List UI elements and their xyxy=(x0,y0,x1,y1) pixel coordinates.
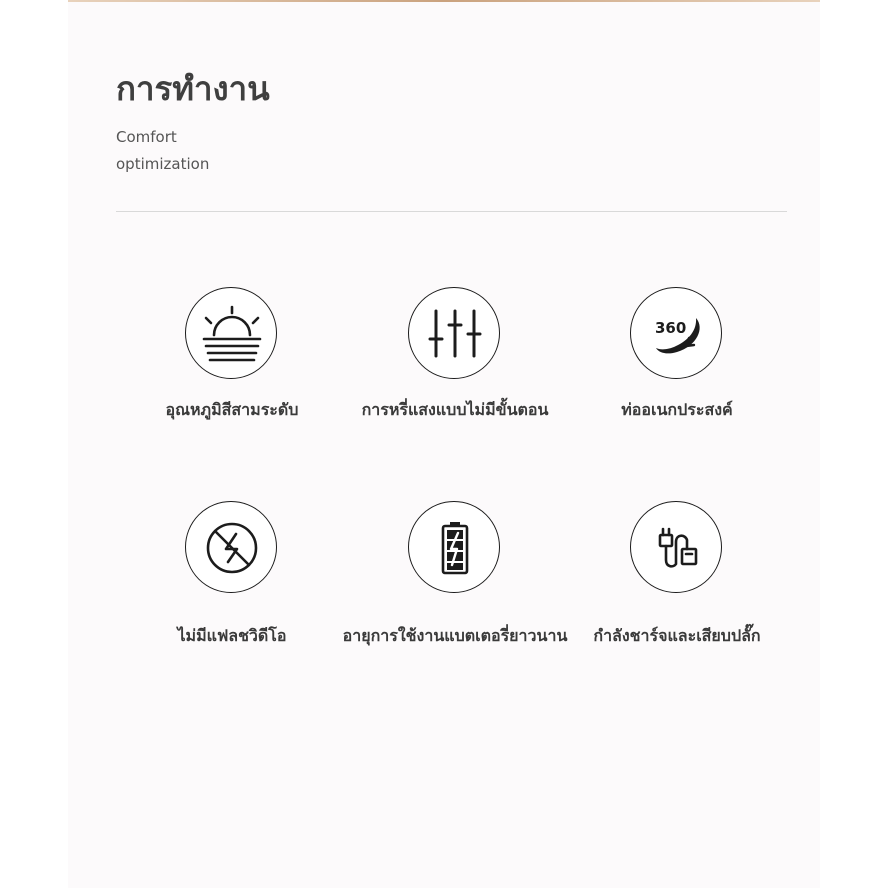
subtitle-line-2: optimization xyxy=(116,155,210,173)
top-accent-line xyxy=(68,0,820,2)
section-title: การทำงาน xyxy=(116,69,270,108)
feature-label: ท่ออเนกประสงค์ xyxy=(621,400,733,419)
feature-label: การหรี่แสงแบบไม่มีขั้นตอน xyxy=(361,400,549,419)
divider xyxy=(116,211,787,212)
feature-label: อุณหภูมิสีสามระดับ xyxy=(165,400,299,419)
section-subtitle xyxy=(116,124,209,178)
feature-charging xyxy=(557,501,797,681)
feature-color-temperature xyxy=(112,287,352,467)
no-flicker-icon xyxy=(185,501,277,593)
rotate-360-icon xyxy=(630,287,722,379)
battery-icon xyxy=(408,501,500,593)
feature-label: กำลังชาร์จและเสียบปลั๊ก xyxy=(593,626,761,645)
feature-label: อายุการใช้งานแบตเตอรี่ยาวนาน xyxy=(342,626,568,645)
feature-battery-life xyxy=(335,501,575,681)
sliders-icon xyxy=(408,287,500,379)
subtitle-line-1: Comfort xyxy=(116,128,177,146)
sunrise-icon xyxy=(185,287,277,379)
charging-plug-icon xyxy=(630,501,722,593)
feature-multipurpose-tube xyxy=(557,287,797,467)
feature-label: ไม่มีแฟลชวิดีโอ xyxy=(177,626,287,645)
feature-stepless-dimming xyxy=(335,287,575,467)
feature-no-flicker xyxy=(112,501,352,681)
icon-360-text: 360 xyxy=(655,319,687,337)
